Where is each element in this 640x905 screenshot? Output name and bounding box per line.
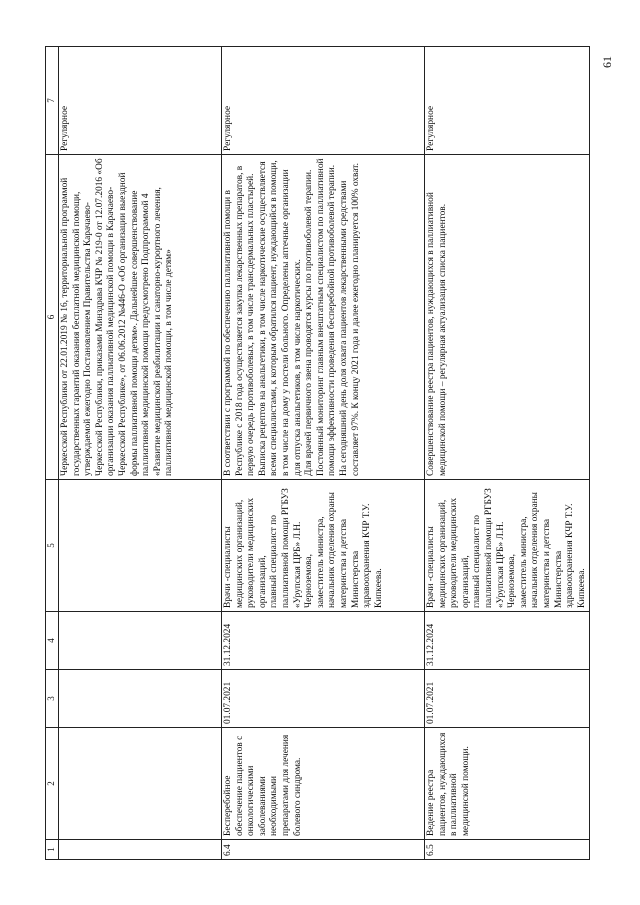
- cell-activity: Бесперебойное обеспечение пациентов с онкологическими заболеваниями необходимыми препаратами для лечения болевого синдрома.: [222, 728, 425, 840]
- table-frame: [45, 47, 585, 860]
- header-col-7: 7: [46, 47, 59, 155]
- plan-table: [45, 46, 590, 860]
- cell-status: Регулярное: [222, 47, 425, 155]
- cell-responsible: Врачи -специалисты медицинских организаций, руководители медицинских организаций, главный специалист по паллиативной помощи РГБУЗ «Урупская ЦРБ» Л.Н. Черноземова, заместитель министра, начальник отделения охраны материнства и детства Министерства здравоохранения КЧР Т.У. Кипкеева.: [425, 480, 590, 612]
- cell-status: Регулярное: [425, 47, 590, 155]
- header-col-2: 2: [46, 728, 59, 840]
- cell-description: Черкесской Республики от 22.01.2019 № 16, территориальной программой государственных гарантий оказания бесплатной медицинской помощи, утверждаемой ежегодно Постановлением Правительства Карачаево-Черкесской Республики, приказами Минздрава КЧР № 219-0 от 12.07.2016 «Об организации оказания паллиативной медицинской помощи в Карачаево-Черкесской Республике», от 06.06.2012 №446-О «Об организации выездной формы паллиативной помощи детям». Дальнейшее совершенствование паллиативной медицинской помощи предусмотрено Подпрограммой 4 «Развитие медицинской реабилитации и санаторно-курортного лечения, паллиативной медицинской помощи, в том числе детям»: [59, 155, 222, 480]
- cell-description: Совершенствование реестра пациентов, нуждающихся в паллиативной медицинской помощи – регулярная актуализация списка пациентов.: [425, 155, 590, 480]
- cell-activity: [59, 728, 222, 840]
- cell-start: 01.07.2021: [222, 670, 425, 728]
- header-col-5: 5: [46, 480, 59, 612]
- header-row: [46, 47, 59, 860]
- cell-start: [59, 670, 222, 728]
- cell-no: [59, 840, 222, 860]
- page-number: 61: [600, 56, 614, 68]
- table-row: [222, 47, 425, 860]
- header-col-6: 6: [46, 155, 59, 480]
- cell-end: [59, 612, 222, 670]
- cell-end: 31.12.2024: [425, 612, 590, 670]
- table-rotated: [45, 47, 585, 860]
- header-col-4: 4: [46, 612, 59, 670]
- cell-status: Регулярное: [59, 47, 222, 155]
- cell-end: 31.12.2024: [222, 612, 425, 670]
- cell-start: 01.07.2021: [425, 670, 590, 728]
- cell-no: 6.4: [222, 840, 425, 860]
- cell-description: В соответствии с программой по обеспечению паллиативной помощи в Республике с 2018 года осуществляется закупка лекарственных препаратов, в первую очередь противоболевых, в том числе трансдермальных пластырей. Выписка рецептов на анальгетики, в том числе наркотические осуществляется всеми специалистами, к которым обратился пациент, нуждающийся в помощи, в том числе на дому у постели больного. Определены аптечные организации для отпуска анальгетиков, в том числе наркотических. Для врачей первичного звена проводятся курсы по противоболевой терапии. Постоянный мониторинг главным внештатным специалистом по паллиативной помощи эффективности проведения бесперебойной противоболевой терапии. На сегодняшний день доля охвата пациентов лекарственными средствами составляет 97%. К концу 2021 года и далее ежегодно планируется 100% охват.: [222, 155, 425, 480]
- cell-activity: Ведение реестра пациентов, нуждающихся в паллиативной медицинской помощи.: [425, 728, 590, 840]
- header-col-1: 1: [46, 840, 59, 860]
- cell-no: 6.5: [425, 840, 590, 860]
- cell-responsible: [59, 480, 222, 612]
- table-row: [425, 47, 590, 860]
- header-col-3: 3: [46, 670, 59, 728]
- table-row-continuation: [59, 47, 222, 860]
- cell-responsible: Врачи -специалисты медицинских организаций, руководители медицинских организаций, главный специалист по паллиативной помощи РГБУЗ «Урупская ЦРБ» Л.Н. Черноземова, заместитель министра, начальник отделения охраны материнства и детства Министерства здравоохранения КЧР Т.У. Кипкеева.: [222, 480, 425, 612]
